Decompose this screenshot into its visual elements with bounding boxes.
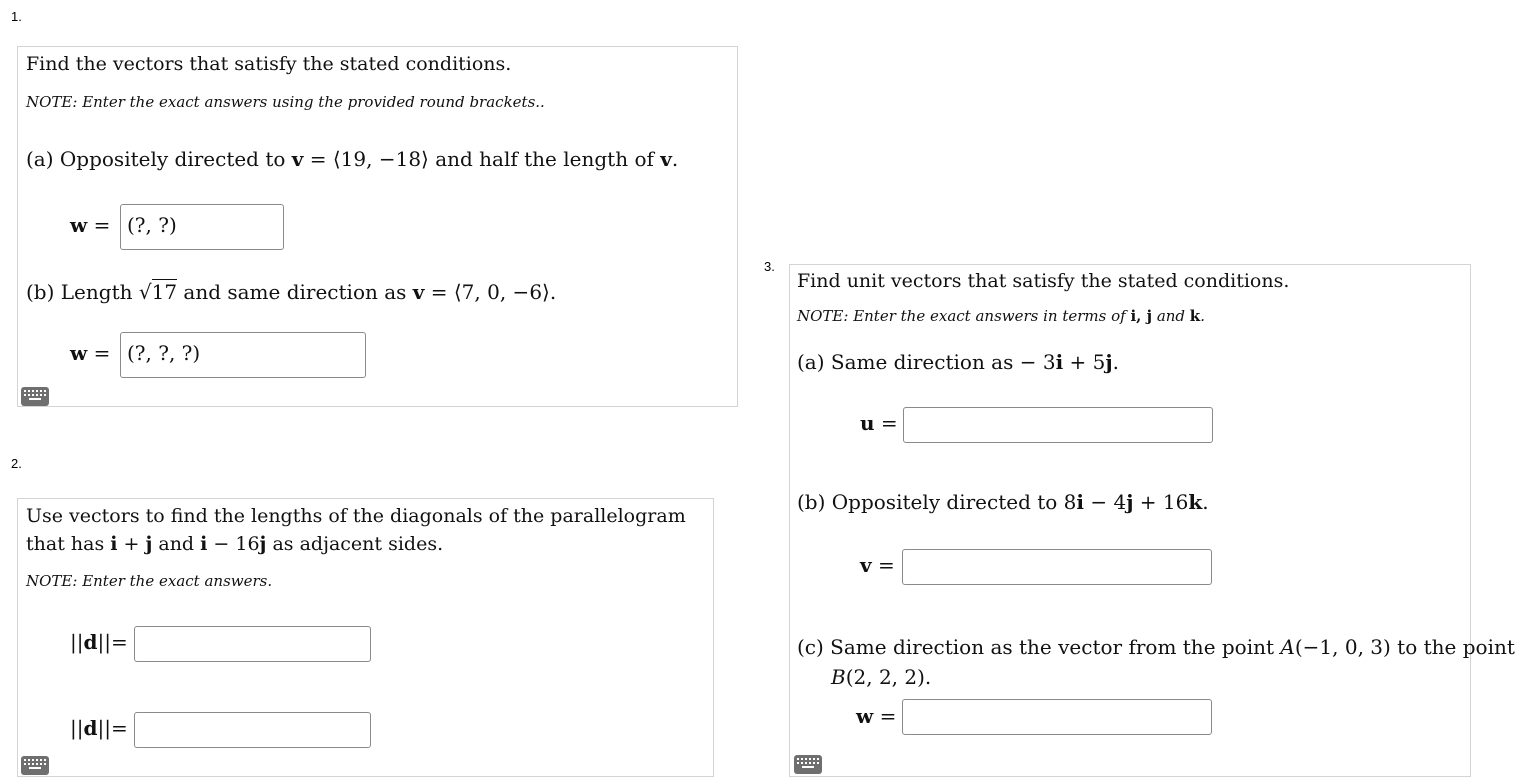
q2-vector-j: j: [145, 533, 153, 555]
q3-note-pre: NOTE: Enter the exact answers in terms of: [797, 307, 1131, 325]
q3a-vec-i: i: [1055, 350, 1064, 374]
q3c-answer-input[interactable]: [902, 699, 1212, 735]
q3b-answer-input[interactable]: [902, 549, 1212, 585]
q2-d2-bars-open: ||: [70, 716, 84, 740]
q1b-mid: and same direction as: [177, 280, 413, 304]
keyboard-icon[interactable]: [21, 756, 49, 775]
q1a-end: .: [671, 147, 679, 171]
q2-minus16: − 16: [207, 533, 260, 555]
q3c-label-eq: =: [873, 704, 897, 728]
q3c-label-w: w: [856, 704, 874, 728]
q2-line2-post: as adjacent sides.: [266, 533, 444, 555]
question-2-intro-line1: Use vectors to find the lengths of the diagonals of the parallelogram: [26, 505, 686, 527]
q2-d2-label: [70, 716, 128, 740]
question-3-panel: [789, 264, 1515, 777]
q3a-answer-label: [860, 411, 898, 435]
q3b-text: (b) Oppositely directed to 8: [797, 490, 1077, 514]
q3a-vec-j: j: [1105, 350, 1113, 374]
q1b-label-eq: =: [87, 341, 111, 365]
q3a-label-u: u: [860, 411, 875, 435]
q3b-label-eq: =: [871, 553, 895, 577]
question-3-note: [797, 307, 1205, 325]
q3b-plus16: + 16: [1133, 490, 1189, 514]
question-3-intro: Find unit vectors that satisfy the stated conditions.: [797, 270, 1290, 292]
q3a-answer-input[interactable]: [903, 407, 1213, 443]
q1b-answer-input[interactable]: (?, ?, ?): [120, 332, 366, 378]
q3b-minus4: − 4: [1084, 490, 1127, 514]
question-1a-text: [26, 147, 678, 171]
question-number-1: 1.: [11, 9, 22, 24]
question-2-note: NOTE: Enter the exact answers.: [26, 572, 273, 590]
question-1b-text: [26, 280, 556, 304]
q1a-answer-input[interactable]: (?, ?): [120, 204, 284, 250]
q2-d2-vec: d: [83, 716, 98, 740]
q3-note-and: and: [1152, 307, 1190, 325]
q2-vector-i: i: [110, 533, 118, 555]
sqrt-symbol: √17: [138, 280, 178, 304]
q3b-label-v: v: [860, 553, 872, 577]
q1b-end: = ⟨7, 0, −6⟩.: [424, 280, 557, 304]
question-1-note: NOTE: Enter the exact answers using the provided round brackets..: [26, 93, 545, 111]
q2-d1-bars-open: ||: [70, 630, 84, 654]
q2-plus: +: [117, 533, 146, 555]
q2-vector-i2: i: [200, 533, 208, 555]
keyboard-icon[interactable]: [794, 755, 822, 774]
q3c-point-b: B: [831, 665, 846, 689]
question-1-panel: [17, 46, 738, 407]
q3a-end: .: [1112, 350, 1119, 374]
q2-vector-j2: j: [259, 533, 267, 555]
question-2-panel: [17, 498, 714, 777]
q2-d1-label: [70, 630, 128, 654]
q3b-vec-j: j: [1126, 490, 1134, 514]
q3-note-ij: i, j: [1130, 307, 1153, 325]
question-3c-text-line1: [797, 635, 1515, 659]
question-number-2: 2.: [11, 456, 22, 471]
q1a-vector-v: v: [291, 147, 304, 171]
question-3b-text: [797, 490, 1209, 514]
q3b-end: .: [1202, 490, 1209, 514]
question-3a-text: [797, 350, 1119, 374]
q1a-prefix: (a) Oppositely directed to: [26, 147, 292, 171]
q1a-label-w: w: [70, 213, 88, 237]
q1b-vector-v: v: [412, 280, 425, 304]
question-2-intro-line2: [26, 533, 443, 555]
q1b-prefix: (b) Length: [26, 280, 139, 304]
q2-d1-vec: d: [83, 630, 98, 654]
q3a-text: (a) Same direction as − 3: [797, 350, 1056, 374]
q3-note-k: k: [1189, 307, 1201, 325]
q1b-label-w: w: [70, 341, 88, 365]
keyboard-icon[interactable]: [21, 387, 49, 406]
q2-d2-answer-input[interactable]: [134, 712, 371, 748]
q3a-label-eq: =: [874, 411, 898, 435]
q3b-vec-k: k: [1188, 490, 1203, 514]
q3c-answer-label: [856, 704, 896, 728]
q1a-answer-label: [70, 213, 110, 237]
q1a-label-eq: =: [87, 213, 111, 237]
q2-d1-answer-input[interactable]: [134, 626, 371, 662]
q3c-point-a: A: [1280, 635, 1295, 659]
question-3c-text-line2: [831, 665, 931, 689]
question-number-3: 3.: [764, 259, 775, 274]
q2-line2-pre: that has: [26, 533, 111, 555]
q2-d2-bars-close: ||=: [97, 716, 128, 740]
q3c-coords-b: (2, 2, 2).: [845, 665, 932, 689]
q1b-answer-label: [70, 341, 110, 365]
question-1-intro: Find the vectors that satisfy the stated conditions.: [26, 53, 512, 75]
q3c-coords-a: (−1, 0, 3) to the point: [1294, 635, 1515, 659]
q2-d1-bars-close: ||=: [97, 630, 128, 654]
q1b-radicand: 17: [151, 280, 178, 304]
q3c-line1-pre: (c) Same direction as the vector from the point: [797, 635, 1281, 659]
q3b-answer-label: [860, 553, 895, 577]
q3b-vec-i: i: [1076, 490, 1084, 514]
q1a-mid: = ⟨19, −18⟩ and half the length of: [303, 147, 661, 171]
q3a-mid: + 5: [1063, 350, 1106, 374]
q2-and: and: [152, 533, 201, 555]
q3-note-end: .: [1200, 307, 1205, 325]
q1a-vector-v2: v: [660, 147, 672, 171]
